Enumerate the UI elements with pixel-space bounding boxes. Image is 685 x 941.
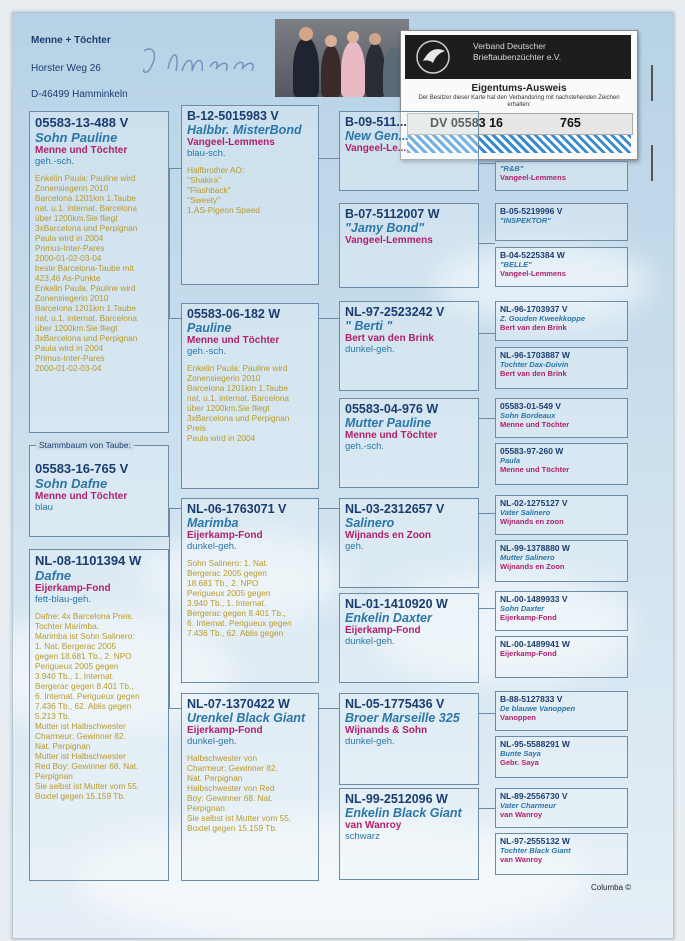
pigeon-notes: Halfbrother AO: "Shakira" "Flashback" "Sweety" 1.AS-Pigeon Speed bbox=[187, 165, 260, 215]
pigeon-card-gen4 bbox=[495, 247, 628, 287]
pigeon-notes: Halbschwester von Charmeur: Gewinner 82. Nat. Perpignan Halbschwester von Red Boy: Gewinner 68. Nat. Perpignan Sie selbst ist Mutter vom 55. Boxtel gegen 15.159 Tb. bbox=[187, 753, 292, 833]
pigeon-color: dunkel-geh. bbox=[345, 636, 395, 647]
pigeon-card-gen4 bbox=[495, 203, 628, 241]
pigeon-owner: Eijerkamp-Fond bbox=[187, 530, 263, 541]
pigeon-card-gen4 bbox=[495, 495, 628, 535]
ring-id: NL-97-2523242 V bbox=[345, 305, 445, 319]
pigeon-name: Sohn Dafne bbox=[35, 476, 108, 491]
pigeon-name: Dafne bbox=[35, 568, 72, 583]
pigeon-name: Salinero bbox=[345, 516, 395, 530]
pigeon-owner: Vangeel-Lemmens bbox=[500, 173, 566, 182]
pigeon-name: Paula bbox=[500, 456, 521, 465]
pigeon-name: Sohn Bordeaux bbox=[500, 411, 556, 420]
pigeon-name: Enkelin Daxter bbox=[345, 611, 432, 625]
pigeon-name: Marimba bbox=[187, 516, 239, 530]
ring-id: NL-97-2555132 W bbox=[500, 836, 570, 846]
pigeon-name: Sohn Daxter bbox=[500, 604, 545, 613]
ring-id: NL-99-1378880 W bbox=[500, 543, 570, 553]
ring-id: 05583-06-182 W bbox=[187, 307, 281, 321]
ring-id: NL-01-1410920 W bbox=[345, 597, 448, 611]
pigeon-owner: Vangeel-Lemmens bbox=[500, 269, 566, 278]
ring-number: DV 05583 16 765 bbox=[407, 113, 633, 135]
card-subtitle: Der Besitzer dieser Karte hat den Verbandsring mit nachstehenden Zeichen erhalten: bbox=[418, 95, 620, 108]
ring-id: B-12-5015983 V bbox=[187, 109, 279, 123]
pigeon-owner: Menne und Töchter bbox=[35, 145, 128, 156]
pigeon-owner: Eijerkamp-Fond bbox=[345, 625, 421, 636]
pigeon-owner: Bert van den Brink bbox=[500, 369, 567, 378]
pigeon-card-gen3 bbox=[339, 498, 479, 588]
pigeon-color: geh. bbox=[345, 541, 364, 552]
pigeon-owner: Bert van den Brink bbox=[345, 333, 434, 344]
pigeon-owner: Eijerkamp-Fond bbox=[500, 613, 557, 622]
ring-id: NL-06-1763071 V bbox=[187, 502, 287, 516]
ring-id: NL-00-1489933 V bbox=[500, 594, 568, 604]
pigeon-card-gen4 bbox=[495, 443, 628, 485]
footer-credit: Columba © bbox=[591, 883, 632, 892]
ring-id: NL-89-2556730 V bbox=[500, 791, 568, 801]
card-org-name: Verband Deutscher Brieftaubenzüchter e.V. bbox=[473, 41, 562, 62]
pigeon-color: dunkel-geh. bbox=[345, 344, 395, 355]
pigeon-name: Vater Salinero bbox=[500, 508, 551, 517]
pigeon-notes: Enkelin Paula: Pauline wird Zonensiegerin 2010 Barcelona 1201km 1.Taube nat. u.1. internat. Barcelona über 1200km.Sie fliegt 3xBarcelona und Perpignan Preis Paula wird in 2004 bbox=[187, 363, 290, 443]
pigeon-notes: Dafne: 4x Barcelona Preis. Tochter Marimba. Marimba ist Sohn Salinero: 1. Nat. Bergerac 2005 gegen 18.681 Tb., 2. NPO Perigueux 2005 gegen 3.940 Tb., 1. Internat. Bergerac gegen 8.401 Tb., 6. Internat. Perigueux gegen 7.436 Tb., 62. Ablis gegen 5.213 Tb. Mutter ist Halbschwester Charmeur: Gewinner 82. Nat. Perpignan Mutter ist Halbschwester Red Boy: Gewinner 68. Nat. Perpignan Sie selbst ist Mutter vom 55. Boxtel gegen 15.159 Tb. bbox=[35, 611, 140, 801]
pigeon-card-subject bbox=[29, 440, 169, 537]
ring-id: 05583-04-976 W bbox=[345, 402, 439, 416]
pigeon-name: "BELLE" bbox=[500, 260, 532, 269]
pigeon-name: "Jamy Bond" bbox=[345, 221, 425, 235]
pigeon-name: Pauline bbox=[187, 321, 232, 335]
pigeon-color: fett-blau-geh. bbox=[35, 594, 91, 605]
pigeon-card-gen2 bbox=[181, 303, 319, 489]
pedigree-sheet bbox=[12, 12, 674, 939]
pigeon-name: Z. Gouden Kweekkoppe bbox=[500, 314, 586, 323]
ring-id: B-04-5225384 W bbox=[500, 250, 565, 260]
ring-id: 05583-13-488 V bbox=[35, 115, 129, 130]
pigeon-card-gen3 bbox=[339, 593, 479, 683]
pigeon-card-father bbox=[29, 111, 169, 433]
ring-id: NL-05-1775436 V bbox=[345, 697, 445, 711]
pigeon-card-gen2 bbox=[181, 105, 319, 285]
binder-clip bbox=[651, 145, 653, 181]
pigeon-owner: Vangeel-Lemmens bbox=[345, 235, 433, 246]
pigeon-color: schwarz bbox=[345, 831, 380, 842]
pigeon-owner: van Wanroy bbox=[500, 810, 543, 819]
pigeon-card-gen3 bbox=[339, 301, 479, 391]
pigeon-color: blau-sch. bbox=[187, 148, 226, 159]
ring-id: 05583-97-260 W bbox=[500, 446, 564, 456]
pigeon-owner: Menne und Töchter bbox=[500, 465, 570, 474]
pigeon-owner: Gebr. Saya bbox=[500, 758, 539, 767]
pigeon-name: New Gen... bbox=[345, 129, 409, 143]
pigeon-owner: Menne und Töchter bbox=[500, 420, 570, 429]
pigeon-name: Halbbr. MisterBond bbox=[187, 123, 302, 137]
pigeon-card-gen4 bbox=[495, 398, 628, 438]
ring-id: NL-07-1370422 W bbox=[187, 697, 290, 711]
pigeon-notes: Sohn Salinero: 1. Nat. Bergerac 2005 gegen 18.681 Tb., 2. NPO Perigueux 2005 gegen 3.940 Tb., 1. Internat. Bergerac gegen 8.401 Tb., 6. Internat. Perigueux gegen 7.436 Tb., 62. Ablis gegen bbox=[187, 558, 292, 638]
pigeon-color: dunkel-geh. bbox=[187, 736, 237, 747]
pigeon-owner: Wijnands en Zoon bbox=[500, 562, 565, 571]
pigeon-card-gen4 bbox=[495, 788, 628, 828]
pigeon-owner: van Wanroy bbox=[500, 855, 543, 864]
pigeon-color: geh.-sch. bbox=[35, 156, 75, 167]
card-title: Eigentums-Ausweis bbox=[471, 83, 567, 94]
ring-id: 05583-01-549 V bbox=[500, 401, 561, 411]
breeder-city: D-46499 Hamminkeln bbox=[31, 89, 128, 100]
pigeon-card-gen4 bbox=[495, 636, 628, 678]
pigeon-name: Broer Marseille 325 bbox=[345, 711, 460, 725]
pigeon-card-gen4 bbox=[495, 736, 628, 778]
ring-id: B-09-511... bbox=[345, 115, 407, 129]
pigeon-name: Mutter Pauline bbox=[345, 416, 432, 430]
ring-id: NL-96-1703887 W bbox=[500, 350, 570, 360]
pigeon-owner: Wijnands en Zoon bbox=[345, 530, 432, 541]
ring-id: B-88-5127833 V bbox=[500, 694, 563, 704]
pigeon-card-gen3 bbox=[339, 788, 479, 880]
pigeon-name: Vater Charmeur bbox=[500, 801, 556, 810]
pigeon-owner: Eijerkamp-Fond bbox=[35, 583, 111, 594]
pigeon-owner: Menne und Töchter bbox=[187, 335, 280, 346]
pigeon-name: Urenkel Black Giant bbox=[187, 711, 306, 725]
pigeon-name: Mutter Salinero bbox=[500, 553, 555, 562]
ring-id: NL-00-1489941 W bbox=[500, 639, 570, 649]
breeder-street: Horster Weg 26 bbox=[31, 63, 101, 74]
ring-id: B-07-5112007 W bbox=[345, 207, 440, 221]
pigeon-name: "INSPEKTOR" bbox=[500, 216, 551, 225]
ring-id: 05583-16-765 V bbox=[35, 461, 129, 476]
pigeon-name: " Berti " bbox=[345, 319, 393, 333]
breeder-family-photo bbox=[275, 19, 409, 97]
pigeon-card-gen4 bbox=[495, 833, 628, 875]
pigeon-color: geh.-sch. bbox=[187, 346, 227, 357]
pigeon-owner: Vangeel-Lemmens bbox=[187, 137, 275, 148]
ring-id: NL-99-2512096 W bbox=[345, 792, 448, 806]
pigeon-card-gen4 bbox=[495, 540, 628, 582]
pigeon-owner: Menne und Töchter bbox=[345, 430, 438, 441]
pigeon-card-gen4 bbox=[495, 347, 628, 389]
ring-id: NL-02-1275127 V bbox=[500, 498, 568, 508]
ring-id: NL-96-1703937 V bbox=[500, 304, 568, 314]
pigeon-owner: Wijnands & Sohn bbox=[345, 725, 428, 736]
pigeon-owner: van Wanroy bbox=[345, 820, 402, 831]
pigeon-owner: Vangeel-Le... bbox=[345, 143, 407, 154]
pigeon-owner: Bert van den Brink bbox=[500, 323, 567, 332]
pigeon-color: dunkel-geh. bbox=[187, 541, 237, 552]
pigeon-card-gen3 bbox=[339, 111, 479, 191]
pigeon-card-gen3 bbox=[339, 693, 479, 785]
pigeon-card-gen4 bbox=[495, 161, 628, 191]
card-header bbox=[405, 35, 631, 79]
pigeon-card-gen4 bbox=[495, 691, 628, 731]
ring-id: B-05-5219996 V bbox=[500, 206, 563, 216]
pigeon-card-gen3 bbox=[339, 203, 479, 288]
pigeon-name: "R&B" bbox=[500, 164, 524, 173]
pigeon-card-gen3 bbox=[339, 398, 479, 488]
ring-id: NL-08-1101394 W bbox=[35, 553, 142, 568]
pigeon-owner: Menne und Töchter bbox=[35, 491, 128, 502]
pigeon-owner: Wijnands en zoon bbox=[500, 517, 564, 526]
pigeon-card-gen4 bbox=[495, 591, 628, 631]
pigeon-card-gen2 bbox=[181, 693, 319, 881]
pigeon-name: De blauwe Vanoppen bbox=[500, 704, 576, 713]
pigeon-card-gen2 bbox=[181, 498, 319, 683]
pigeon-card-gen4 bbox=[495, 301, 628, 341]
pigeon-color: dunkel-geh. bbox=[345, 736, 395, 747]
ring-id: NL-95-5588291 W bbox=[500, 739, 570, 749]
pigeon-color: geh.-sch. bbox=[345, 441, 385, 452]
pigeon-owner: Vanoppen bbox=[500, 713, 536, 722]
ring-id: NL-03-2312657 V bbox=[345, 502, 445, 516]
pigeon-name: Tochter Black Giant bbox=[500, 846, 571, 855]
pigeon-name: Tochter Dax-Duivin bbox=[500, 360, 569, 369]
pigeon-color: blau bbox=[35, 502, 53, 513]
pedigree-label: Stammbaum von Taube: bbox=[36, 440, 134, 450]
pigeon-owner: Eijerkamp-Fond bbox=[187, 725, 263, 736]
pigeon-name: Bunte Saya bbox=[500, 749, 541, 758]
pigeon-logo-icon bbox=[413, 39, 453, 75]
pigeon-owner: Eijerkamp-Fond bbox=[500, 649, 557, 658]
breeder-name: Menne + Töchter bbox=[31, 35, 111, 46]
binder-clip bbox=[651, 65, 653, 101]
pigeon-notes: Enkelin Paula: Pauline wird Zonensiegerin 2010 Barcelona 1201km 1.Taube nat. u.1. internat. Barcelona über 1200km.Sie fliegt 3xBarcelona und Perpignan Paula wird in 2004 Primus-Inter-Pares 2000-01-02-03-04 beste Barcelona-Taube mit 423,46 As-Punkte Enkelin Paula. Pauline wird Zonensiegerin 2010 Barcelona 1201km 1.Taube nat. u.1. internat. Barcelona über 1200km.Sie fliegt 3xBarcelona und Perpignan Paula wird in 2004 Primus-Inter-Pares 2000-01-02-03-04 bbox=[35, 173, 138, 373]
pigeon-name: Enkelin Black Giant bbox=[345, 806, 462, 820]
pigeon-name: Sohn Pauline bbox=[35, 130, 118, 145]
handwritten-signature bbox=[138, 43, 268, 90]
pigeon-card-mother bbox=[29, 549, 169, 881]
